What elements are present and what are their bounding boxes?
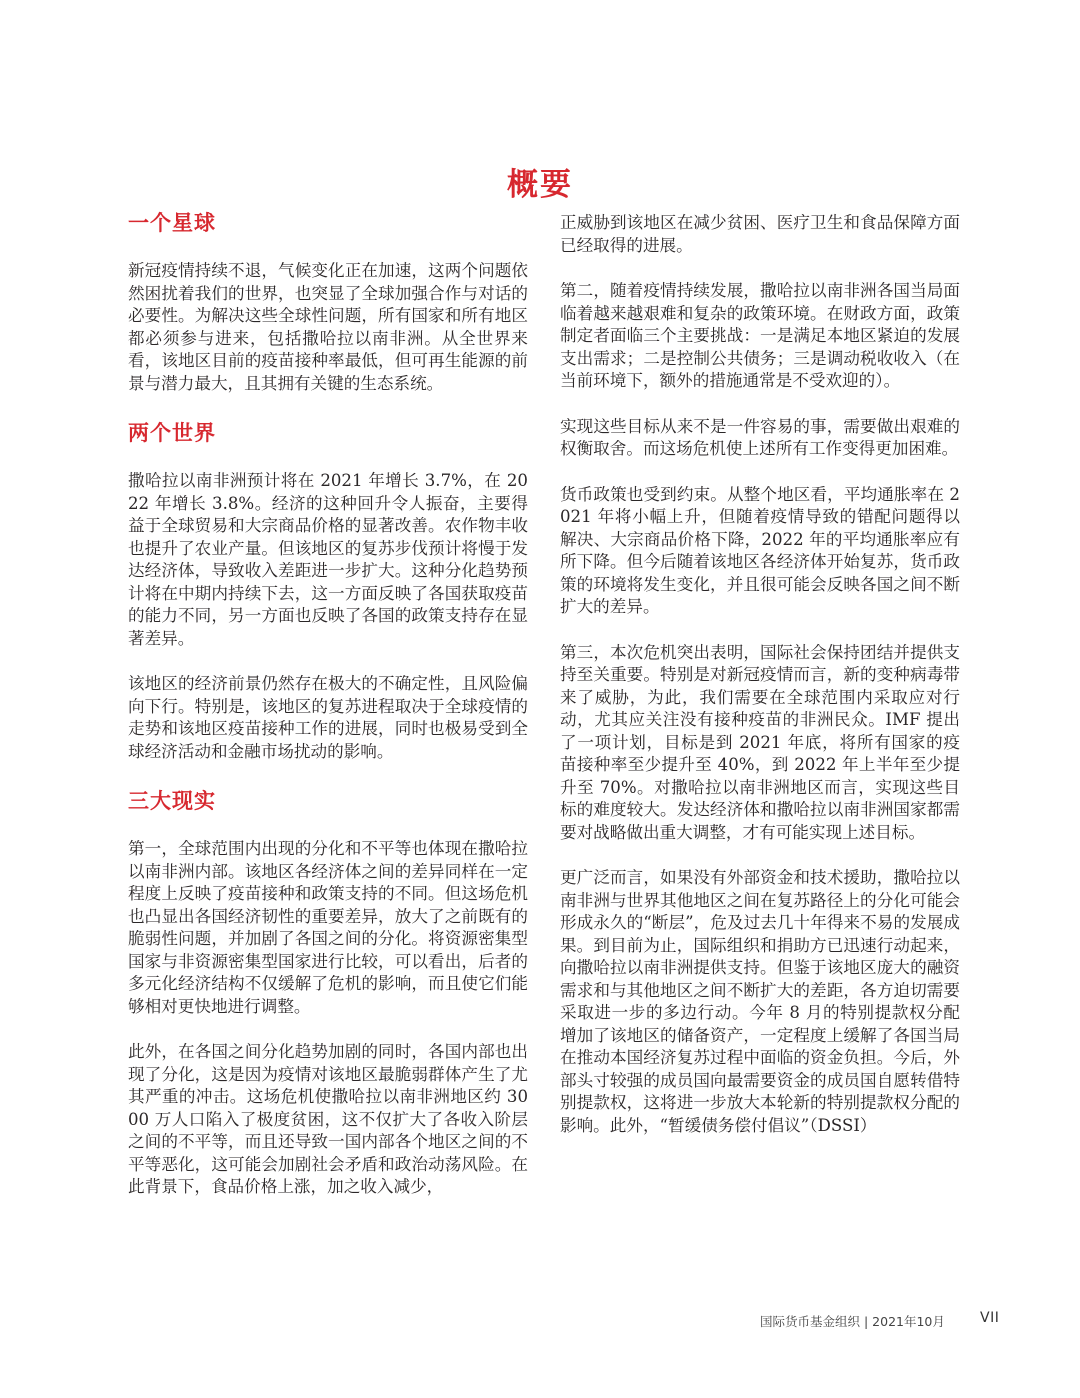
- section-one-planet: [128, 208, 528, 395]
- paragraph: 第三，本次危机突出表明，国际社会保持团结并提供支持至关重要。特别是对新冠疫情而言，新的变种病毒带来了威胁，为此，我们需要在全球范围内采取应对行动，尤其应关注没有接种疫苗的非洲民众。IMF 提出了一项计划，目标是到 2021 年底，将所有国家的疫苗接种率至少提升至 40%，到 2022 年上半年至少提升至 70%。对撒哈拉以南非洲地区而言，实现这些目标的难度较大。发达经济体和撒哈拉以南非洲国家都需要对战略做出重大调整，才有可能实现上述目标。: [560, 642, 960, 842]
- section-heading-two-worlds: 两个世界: [128, 421, 216, 445]
- footer-publisher-date: 国际货币基金组织 | 2021年10月: [760, 1314, 945, 1329]
- page-footer: [0, 1310, 1080, 1334]
- page-number: VII: [980, 1310, 1000, 1326]
- paragraph: 正威胁到该地区在减少贫困、医疗卫生和食品保障方面已经取得的进展。: [560, 213, 960, 255]
- paragraph: 实现这些目标从来不是一件容易的事，需要做出艰难的权衡取舍。而这场危机使上述所有工作变得更加困难。: [560, 416, 960, 458]
- paragraph: 第一，全球范围内出现的分化和不平等也体现在撒哈拉以南非洲内部。该地区各经济体之间的差异同样在一定程度上反映了疫苗接种和政策支持的不同。但这场危机也凸显出各国经济韧性的重要差异，放大了之前既有的脆弱性问题，并加剧了各国之间的分化。将资源密集型国家与非资源密集型国家进行比较，可以看出，后者的多元化经济结构不仅缓解了危机的影响，而且使它们能够相对更快地进行调整。: [128, 839, 528, 1016]
- section-two-worlds: [128, 418, 528, 763]
- paragraph: 货币政策也受到约束。从整个地区看，平均通胀率在 2021 年将小幅上升，但随着疫情导致的错配问题得以解决、大宗商品价格下降，2022 年的平均通胀率应有所下降。但今后随着该地区各经济体开始复苏，货币政策的环境将发生变化，并且很可能会反映各国之间不断扩大的差异。: [560, 484, 960, 616]
- section-three-realities: [128, 786, 528, 1199]
- section-heading-three-realities: 三大现实: [128, 789, 216, 813]
- paragraph: 更广泛而言，如果没有外部资金和技术援助，撒哈拉以南非洲与世界其他地区之间在复苏路径上的分化可能会形成永久的“断层”，危及过去几十年得来不易的发展成果。到目前为止，国际组织和捐助方已迅速行动起来，向撒哈拉以南非洲提供支持。但鉴于该地区庞大的融资需求和与其他地区之间不断扩大的差距，各方迫切需要采取进一步的多边行动。今年 8 月的特别提款权分配增加了该地区的储备资产，一定程度上缓解了各国当局在推动本国经济复苏过程中面临的资金负担。今后，外部头寸较强的成员国向最需要资金的成员国自愿转借特别提款权，这将进一步放大本轮新的特别提款权分配的影响。此外，“暂缓债务偿付倡议”（DSSI）: [560, 868, 960, 1135]
- paragraph: 新冠疫情持续不退，气候变化正在加速，这两个问题依然困扰着我们的世界，也突显了全球加强合作与对话的必要性。为解决这些全球性问题，所有国家和所有地区都必须参与进来，包括撒哈拉以南非洲。从全世界来看，该地区目前的疫苗接种率最低，但可再生能源的前景与潜力最大，且其拥有关键的生态系统。: [128, 261, 528, 393]
- page-title: 概要: [507, 166, 573, 203]
- left-column: [128, 208, 528, 1222]
- right-column: [560, 212, 960, 1160]
- paragraph: 第二，随着疫情持续发展，撒哈拉以南非洲各国当局面临着越来越艰难和复杂的政策环境。在财政方面，政策制定者面临三个主要挑战：一是满足本地区紧迫的发展支出需求；二是控制公共债务；三是调动税收收入（在当前环境下，额外的措施通常是不受欢迎的）。: [560, 281, 960, 390]
- section-heading-one-planet: 一个星球: [128, 211, 216, 235]
- paragraph: 撒哈拉以南非洲预计将在 2021 年增长 3.7%，在 2022 年增长 3.8%。经济的这种回升令人振奋，主要得益于全球贸易和大宗商品价格的显著改善。农作物丰收也提升了农业产量。但该地区的复苏步伐预计将慢于发达经济体，导致收入差距进一步扩大。这种分化趋势预计将在中期内持续下去，这一方面反映了各国获取疫苗的能力不同，另一方面也反映了各国的政策支持存在显著差异。: [128, 471, 528, 648]
- paragraph: 此外，在各国之间分化趋势加剧的同时，各国内部也出现了分化，这是因为疫情对该地区最脆弱群体产生了尤其严重的冲击。这场危机使撒哈拉以南非洲地区约 3000 万人口陷入了极度贫困，这不仅扩大了各收入阶层之间的不平等，而且还导致一国内部各个地区之间的不平等恶化，这可能会加剧社会矛盾和政治动荡风险。在此背景下，食品价格上涨，加之收入减少，: [128, 1042, 528, 1196]
- paragraph: 该地区的经济前景仍然存在极大的不确定性，且风险偏向下行。特别是，该地区的复苏进程取决于全球疫情的走势和该地区疫苗接种工作的进展，同时也极易受到全球经济活动和金融市场扰动的影响。: [128, 674, 528, 761]
